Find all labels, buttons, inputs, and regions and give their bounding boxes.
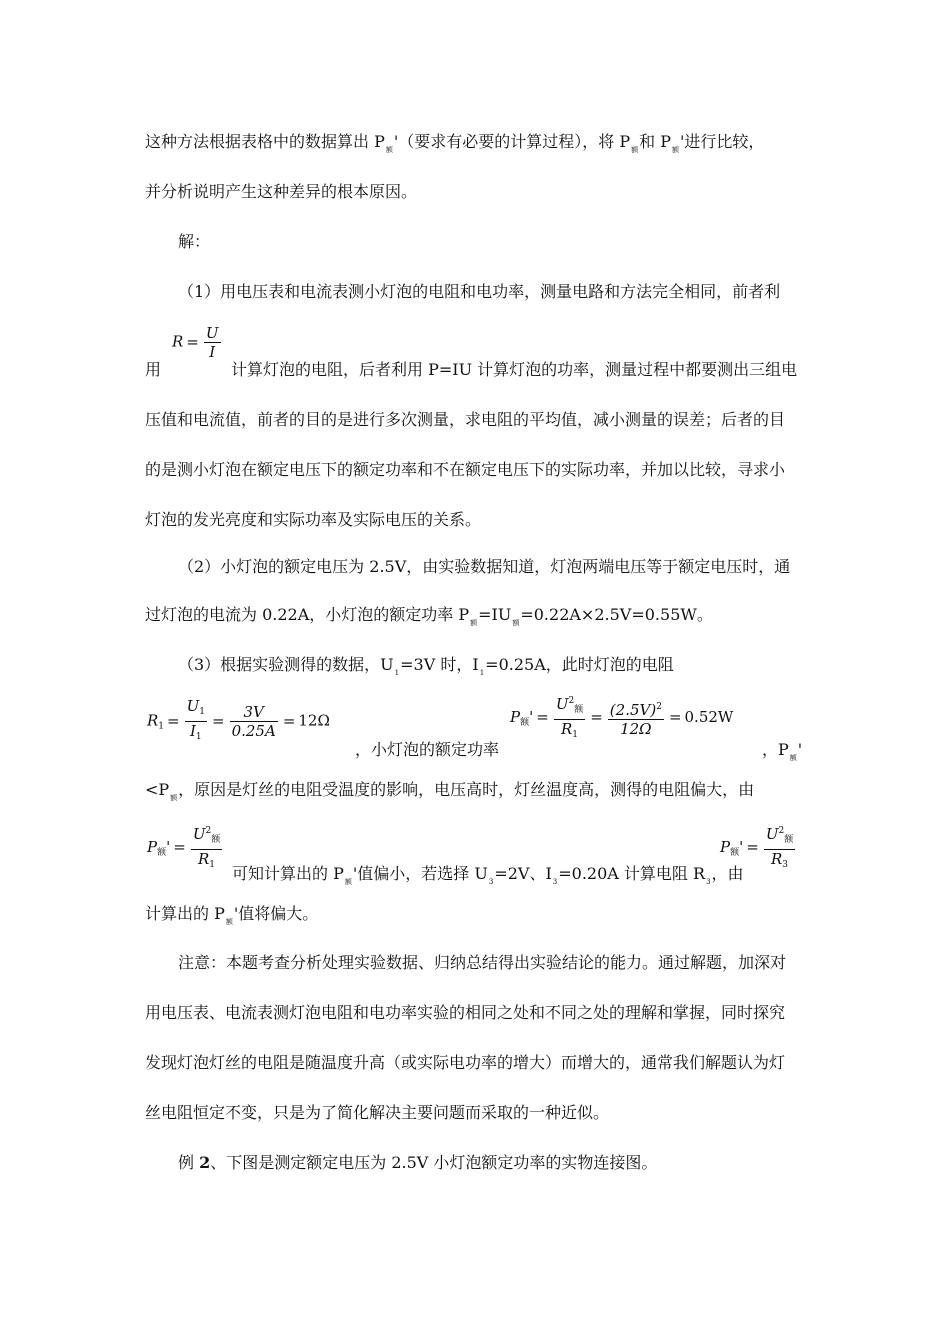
eq-sign: = <box>282 711 296 730</box>
p-num2-text: (2.5V) <box>609 701 657 719</box>
p-prime: ' <box>529 708 534 726</box>
pr1-lhs-sub: 额 <box>157 848 167 858</box>
eq-sign: = <box>536 708 549 726</box>
part3-l2-end-a: ，P <box>762 740 789 759</box>
pr1-sup: 2 <box>205 826 212 836</box>
part3-l4-e: ，由 <box>711 864 744 883</box>
part3-text-c: =0.25A，此时灯泡的电阻 <box>485 655 674 674</box>
pr1-den-text: R <box>198 850 210 868</box>
r1-lhs: R <box>147 711 159 730</box>
p-result: 0.52W <box>684 708 734 726</box>
part3-line-2-end <box>762 740 802 768</box>
example-2-text: 、下图是测定额定电压为 2.5V 小灯泡额定功率的实物连接图。 <box>210 1153 658 1172</box>
formula-p-r1 <box>147 822 224 874</box>
part3-text-b: =3V 时，I <box>400 655 479 674</box>
formula-r <box>172 324 223 361</box>
sub-3: 3 <box>552 878 558 886</box>
formula-r-den: I <box>209 343 216 361</box>
intro-text-d: '进行比较， <box>679 132 765 151</box>
sub-e: 额 <box>512 619 520 627</box>
pr3-den-text: R <box>771 850 783 868</box>
part3-line-2-mid: ，小灯泡的额定功率 <box>355 740 500 759</box>
p-num1-sup: 2 <box>568 696 575 706</box>
p-den1-sub: 1 <box>572 730 579 740</box>
pr1-num-sub: 额 <box>211 835 221 845</box>
r1-num2: 3V <box>230 703 278 722</box>
pr1-num-text: U <box>192 825 206 843</box>
p-frac-1 <box>554 692 585 744</box>
pr3-lhs: P <box>720 838 731 856</box>
formula-r-eq: = <box>186 332 199 351</box>
part3-l2-end-b: ' <box>797 740 803 759</box>
p-lhs-sub: 额 <box>520 718 530 728</box>
part3-l5-b: '值将偏大。 <box>233 904 319 923</box>
pr1-lhs: P <box>147 838 158 856</box>
part1-line-1: （1）用电压表和电流表测小灯泡的电阻和电功率，测量电路和方法完全相同，前者利 <box>178 282 781 301</box>
pr3-num <box>764 822 795 850</box>
part3-l4-d: =0.20A 计算电阻 R <box>558 864 706 883</box>
eq-sign: = <box>668 708 682 726</box>
sub-3: 3 <box>706 878 711 886</box>
r1-frac-2 <box>230 703 278 740</box>
note-line-4: 丝电阻恒定不变，只是为了简化解决主要问题而采取的一种近似。 <box>145 1103 610 1122</box>
p-frac-2 <box>608 698 664 738</box>
pr3-den-sub: 3 <box>782 860 789 870</box>
part1-line-4: 的是测小灯泡在额定电压下的额定功率和不在额定电压下的实际功率，并加以比较，寻求小 <box>145 460 786 479</box>
r1-den1 <box>185 722 207 746</box>
r1-den1-text: I <box>189 722 196 740</box>
sub-e: 额 <box>344 878 352 886</box>
sub-3: 3 <box>488 878 494 886</box>
r1-frac-1 <box>185 697 207 746</box>
p-num2-sup: 2 <box>656 702 662 712</box>
pr1-den <box>191 850 222 874</box>
example-2-number: 2 <box>199 1153 211 1172</box>
eq-sign: = <box>746 838 759 856</box>
note-line-1: 注意：本题考查分析处理实验数据、归纳总结得出实验结论的能力。通过解题，加深对 <box>178 953 787 972</box>
answer-label: 解： <box>178 232 211 251</box>
example-2-line <box>178 1153 657 1173</box>
eq-sign: = <box>590 708 603 726</box>
sub-e: 额 <box>631 146 639 154</box>
pr3-lhs-sub: 额 <box>730 848 740 858</box>
part2-line-1: （2）小灯泡的额定电压为 2.5V，由实验数据知道，灯泡两端电压等于额定电压时，通 <box>178 557 791 576</box>
part3-line-3 <box>145 780 754 808</box>
note-line-3: 发现灯泡灯丝的电阻是随温度升高（或实际电功率的增大）而增大的，通常我们解题认为灯 <box>145 1053 786 1072</box>
p-num1-text: U <box>555 695 569 713</box>
p-den2: 12Ω <box>620 720 652 738</box>
formula-r-num: U <box>205 324 219 342</box>
p-num1-sub: 额 <box>574 705 584 715</box>
intro-text-a: 这种方法根据表格中的数据算出 P <box>145 132 385 151</box>
part3-l5-a: 计算出的 P <box>145 904 225 923</box>
part3-l3-a: <P <box>145 780 170 799</box>
r1-lhs-sub: 1 <box>158 721 165 732</box>
pr1-num <box>191 822 222 850</box>
part3-line-5 <box>145 904 318 932</box>
part3-l4-b: '值偏小，若选择 U <box>352 864 488 883</box>
part3-l3-b: ，原因是灯丝的电阻受温度的影响，电压高时，灯丝温度高，测得的电阻偏大，由 <box>178 780 755 799</box>
part2-text-c: =0.22A×2.5V=0.55W。 <box>520 605 713 624</box>
part3-l4-c: =2V、I <box>494 864 552 883</box>
part3-line-4 <box>232 864 744 892</box>
sub-e: 额 <box>170 794 178 802</box>
note-line-2: 用电压表、电流表测灯泡电阻和电功率实验的相同之处和不同之处的理解和掌握，同时探究 <box>145 1003 786 1022</box>
pr3-den <box>764 850 795 874</box>
intro-line-1 <box>145 132 764 160</box>
pr3-frac <box>764 822 795 874</box>
part3-line-1 <box>178 655 674 683</box>
example-2-prefix: 例 <box>178 1153 200 1172</box>
intro-text-b: '（要求有必要的计算过程），将 P <box>393 132 631 151</box>
part2-text-b: =IU <box>478 605 512 624</box>
p-den1 <box>554 720 585 744</box>
p-num2 <box>608 698 664 720</box>
r1-num1-sub: 1 <box>199 707 205 717</box>
part1-line-3: 压值和电流值，前者的目的是进行多次测量，求电阻的平均值，减小测量的误差；后者的目 <box>145 410 786 429</box>
sub-e: 额 <box>671 146 679 154</box>
sub-e: 额 <box>789 754 797 762</box>
part3-text-a: （3）根据实验测得的数据，U <box>178 655 394 674</box>
formula-r-frac <box>204 324 221 361</box>
p-lhs: P <box>510 708 521 726</box>
eq-sign: = <box>173 838 186 856</box>
part1-line-2-pre: 用 <box>145 360 162 379</box>
sub-1: 1 <box>479 669 485 677</box>
sub-e: 额 <box>225 918 233 926</box>
pr1-frac <box>191 822 222 874</box>
eq-sign: = <box>167 711 180 730</box>
part1-line-5: 灯泡的发光亮度和实际功率及实际电压的关系。 <box>145 510 482 529</box>
pr3-prime: ' <box>739 838 744 856</box>
r1-result: 12Ω <box>298 711 330 730</box>
part2-text-a: 过灯泡的电流为 0.22A，小灯泡的额定功率 P <box>145 605 470 624</box>
pr3-sup: 2 <box>778 826 785 836</box>
formula-p-rated <box>510 692 733 744</box>
pr3-num-text: U <box>765 825 779 843</box>
p-num1 <box>554 692 585 720</box>
r1-den1-sub: 1 <box>195 732 202 742</box>
sub-1: 1 <box>394 669 400 677</box>
r1-den2: 0.25A <box>231 722 276 740</box>
part3-l4-a: 可知计算出的 P <box>232 864 344 883</box>
pr1-den-sub: 1 <box>209 860 216 870</box>
eq-sign: = <box>212 711 225 730</box>
p-den1-text: R <box>561 720 573 738</box>
formula-r-lhs: R <box>172 332 184 351</box>
intro-text-c: 和 P <box>639 132 671 151</box>
pr3-num-sub: 额 <box>784 835 794 845</box>
formula-r1 <box>147 697 330 746</box>
r1-num1 <box>185 697 207 722</box>
pr1-prime: ' <box>166 838 171 856</box>
sub-e: 额 <box>470 619 478 627</box>
r1-num1-text: U <box>186 697 200 715</box>
part1-line-2-post: 计算灯泡的电阻，后者利用 P=IU 计算灯泡的功率，测量过程中都要测出三组电 <box>231 360 798 379</box>
part2-line-2 <box>145 605 713 633</box>
intro-line-2: 并分析说明产生这种差异的根本原因。 <box>145 182 418 201</box>
sub-e: 额 <box>385 146 393 154</box>
